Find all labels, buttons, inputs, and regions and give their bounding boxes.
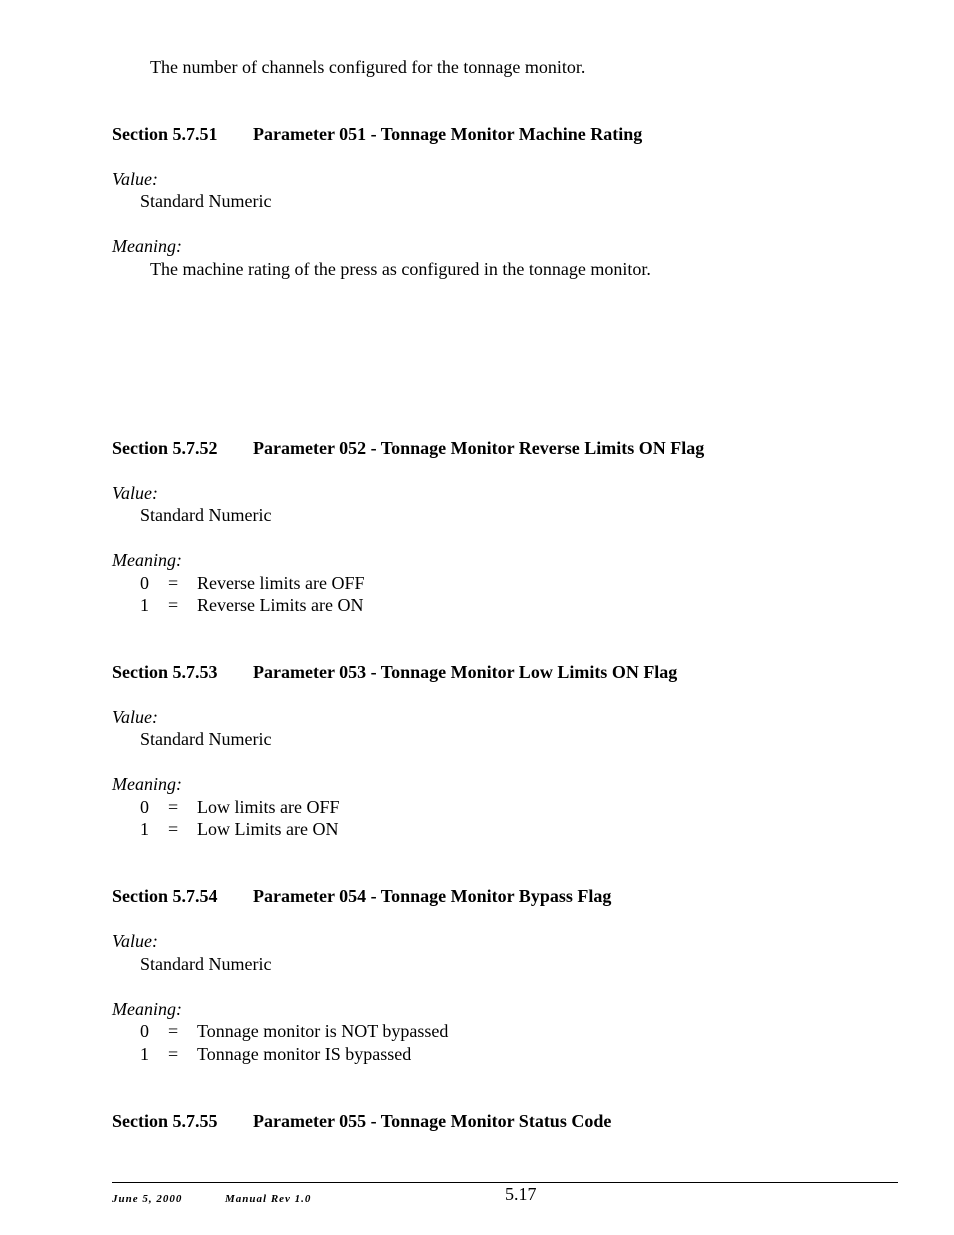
- section-number: Section 5.7.51: [112, 124, 218, 144]
- option-description: Reverse limits are OFF: [197, 573, 365, 593]
- option-description: Low limits are OFF: [197, 797, 340, 817]
- section-title: Parameter 055 - Tonnage Monitor Status Code: [253, 1111, 612, 1131]
- value-text: Standard Numeric: [140, 505, 272, 525]
- section-number: Section 5.7.54: [112, 886, 218, 906]
- option-number: 0: [140, 1021, 149, 1041]
- option-description: Reverse Limits are ON: [197, 595, 364, 615]
- section-title: Parameter 054 - Tonnage Monitor Bypass Flag: [253, 886, 612, 906]
- meaning-text: The machine rating of the press as configured in the tonnage monitor.: [150, 259, 651, 279]
- option-equals: =: [168, 595, 179, 615]
- section-number: Section 5.7.52: [112, 438, 218, 458]
- value-label: Value:: [112, 483, 158, 503]
- meaning-label: Meaning:: [112, 774, 182, 794]
- option-description: Low Limits are ON: [197, 819, 339, 839]
- section-title: Parameter 053 - Tonnage Monitor Low Limits ON Flag: [253, 662, 678, 682]
- meaning-label: Meaning:: [112, 550, 182, 570]
- option-number: 1: [140, 1044, 149, 1064]
- section-number: Section 5.7.53: [112, 662, 218, 682]
- option-number: 1: [140, 595, 149, 615]
- option-number: 0: [140, 797, 149, 817]
- option-description: Tonnage monitor IS bypassed: [197, 1044, 412, 1064]
- meaning-label: Meaning:: [112, 999, 182, 1019]
- section-title: Parameter 051 - Tonnage Monitor Machine Rating: [253, 124, 643, 144]
- section-title: Parameter 052 - Tonnage Monitor Reverse Limits ON Flag: [253, 438, 705, 458]
- meaning-label: Meaning:: [112, 236, 182, 256]
- option-equals: =: [168, 797, 179, 817]
- option-equals: =: [168, 1044, 179, 1064]
- value-text: Standard Numeric: [140, 191, 272, 211]
- value-label: Value:: [112, 931, 158, 951]
- option-equals: =: [168, 573, 179, 593]
- footer-revision: Manual Rev 1.0: [225, 1193, 312, 1205]
- value-label: Value:: [112, 707, 158, 727]
- page-number: 5.17: [505, 1184, 537, 1204]
- footer-date: June 5, 2000: [112, 1193, 183, 1205]
- value-text: Standard Numeric: [140, 729, 272, 749]
- option-equals: =: [168, 1021, 179, 1041]
- section-number: Section 5.7.55: [112, 1111, 218, 1131]
- value-text: Standard Numeric: [140, 954, 272, 974]
- option-number: 0: [140, 573, 149, 593]
- value-label: Value:: [112, 169, 158, 189]
- intro-text: The number of channels configured for the tonnage monitor.: [150, 57, 586, 77]
- option-description: Tonnage monitor is NOT bypassed: [197, 1021, 449, 1041]
- option-number: 1: [140, 819, 149, 839]
- option-equals: =: [168, 819, 179, 839]
